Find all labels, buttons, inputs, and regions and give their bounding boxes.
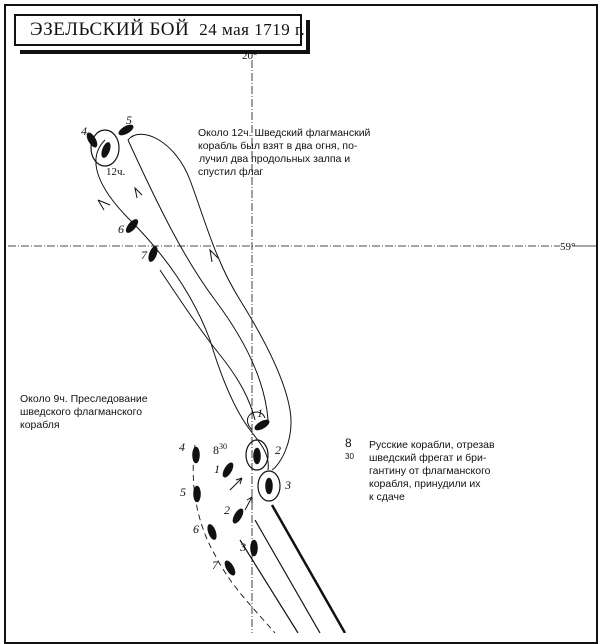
note-noon-line: спустил флаг [198, 166, 264, 178]
note-noon-line: Около 12ч. Шведский флагманский [198, 127, 371, 139]
ship-label-lower-6: 6 [193, 522, 199, 536]
ship-label-russian-2: 2 [224, 503, 230, 517]
ship-label-upper-4: 4 [81, 124, 87, 138]
ship-swedish-2 [254, 448, 261, 464]
arrow-upper-mid [135, 188, 142, 198]
time-label-830 [213, 442, 227, 458]
ship-lower-5 [194, 486, 201, 502]
ship-label-lower-4: 4 [179, 440, 185, 454]
note-nine [20, 393, 148, 432]
note-eight-thirty-time [345, 437, 354, 467]
ship-label-swedish-3: 3 [285, 478, 291, 492]
note-noon-line: корабль был взят в два огня, по- [198, 140, 358, 152]
title-main: ЭЗЕЛЬСКИЙ БОЙ [30, 19, 190, 40]
ship-label-upper-6: 6 [118, 222, 124, 236]
longitude-label: 20° [242, 50, 258, 62]
note-eight-thirty-min: 30 [345, 452, 354, 461]
ship-swedish-3 [266, 478, 273, 494]
title-date: 24 мая 1719 г. [199, 20, 306, 39]
ship-russian-2 [231, 507, 245, 524]
ship-label-lower-5: 5 [180, 485, 186, 499]
ship-lower-6 [206, 523, 218, 540]
note-nine-line: Около 9ч. Преследование [20, 393, 148, 405]
ship-label-swedish-1: 1 [257, 406, 263, 420]
note-eight-thirty-line: Русские корабли, отрезав [369, 439, 495, 451]
note-eight-thirty-line: шведский фрегат и бри- [369, 452, 487, 464]
ship-symbols [85, 123, 273, 577]
arrow-upper-left [98, 200, 110, 210]
ship-russian-3 [251, 540, 258, 556]
track-ship-7 [160, 270, 255, 420]
arrow-ship-1 [230, 478, 242, 490]
arrow-center [210, 250, 218, 262]
ship-upper-7 [147, 245, 159, 262]
time-label-12: 12ч. [106, 166, 126, 178]
note-nine-line: шведского флагманского [20, 406, 143, 418]
ship-label-russian-3: 3 [240, 540, 246, 554]
ship-upper-6 [124, 218, 140, 235]
ship-lower-4 [193, 447, 200, 463]
ship-label-russian-1: 1 [214, 462, 220, 476]
ship-label-swedish-2: 2 [275, 443, 281, 457]
note-noon-line: лучил два продольных залпа и [199, 153, 351, 165]
track-russian-inner [128, 140, 268, 420]
note-eight-thirty-line: корабля, принудили их [369, 478, 481, 490]
note-nine-line: корабля [20, 419, 60, 431]
ship-russian-1 [221, 461, 235, 478]
note-eight-thirty-hour: 8 [345, 436, 352, 450]
ship-label-lower-7: 7 [212, 558, 218, 572]
track-light-left [240, 540, 298, 633]
ship-lower-7 [223, 559, 237, 576]
arrow-ship-2 [245, 497, 252, 510]
ship-label-upper-7: 7 [141, 248, 147, 262]
time-label-830-min: 30 [219, 442, 227, 451]
time-label-830-hour: 8 [213, 443, 219, 457]
ship-label-upper-5: 5 [126, 113, 132, 127]
note-eight-thirty-line: к сдаче [369, 491, 405, 503]
latitude-label: 59° [560, 241, 576, 253]
track-russian-loop [128, 134, 291, 470]
note-noon [198, 127, 370, 179]
note-eight-thirty-text [369, 439, 495, 504]
note-eight-thirty-line: гантину от флагманского [369, 465, 491, 477]
